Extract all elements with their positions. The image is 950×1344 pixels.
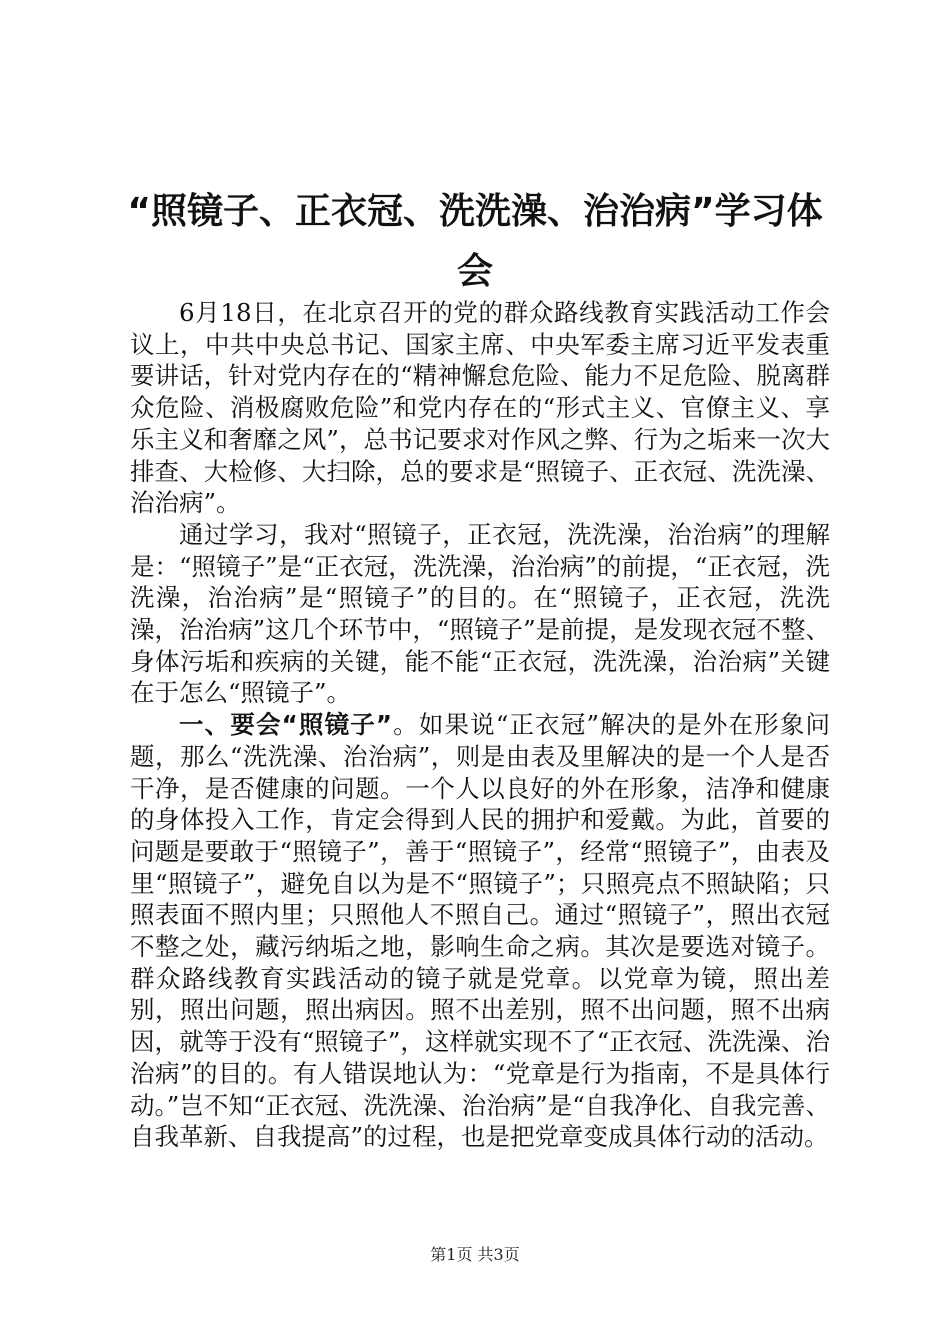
paragraph-3-text: 。如果说“正衣冠”解决的是外在形象问题，那么“洗洗澡、治治病”，则是由表及里解决的是一个人是否干净，是否健康的问题。一个人以良好的外在形象，洁净和健康的身体投入工作，肯定会得到人民的拥护和爱戴。为此，首要的问题是要敢于“照镜子”，善于“照镜子”，经常“照镜子”，由表及里“照镜子”，避免自以为是不“照镜子”；只照亮点不照缺陷；只照表面不照内里；只照他人不照自己。通过“照镜子”，照出衣冠不整之处，藏污纳垢之地，影响生命之病。其次是要选对镜子。群众路线教育实践活动的镜子就是党章。以党章为镜，照出差别，照出问题，照出病因。照不出差别，照不出问题，照不出病因，就等于没有“照镜子”，这样就实现不了“正衣冠、洗洗澡、治治病”的目的。有人错误地认为：“党章是行为指南，不是具体行动。”岂不知“正衣冠、洗洗澡、治治病”是“自我净化、自我完善、自我革新、自我提高”的过程，也是把党章变成具体行动的活动。 <box>130 710 830 1152</box>
paragraph-1-text: 6月18日，在北京召开的党的群众路线教育实践活动工作会议上，中共中央总书记、国家主席、中央军委主席习近平发表重要讲话，针对党内存在的“精神懈怠危险、能力不足危险、脱离群众危险、消极腐败危险”和党内存在的“形式主义、官僚主义、享乐主义和奢靡之风”，总书记要求对作风之弊、行为之垢来一次大排查、大检修、大扫除，总的要求是“照镜子、正衣冠、洗洗澡、治治病”。 <box>130 298 830 518</box>
paragraph-1 <box>130 297 830 519</box>
document-body <box>130 297 830 1153</box>
page-footer: 第1页 共3页 <box>430 1245 520 1264</box>
paragraph-2-text: 通过学习，我对“照镜子，正衣冠，洗洗澡，治治病”的理解是：“照镜子”是“正衣冠，洗洗澡，治治病”的前提，“正衣冠，洗洗澡，治治病”是“照镜子”的目的。在“照镜子，正衣冠，洗洗澡，治治病”这几个环节中，“照镜子”是前提，是发现衣冠不整、身体污垢和疾病的关键，能不能“正衣冠，洗洗澡，治治病”关键在于怎么“照镜子”。 <box>130 519 830 708</box>
paragraph-3 <box>130 709 830 1153</box>
document-title: “照镜子、正衣冠、洗洗澡、治治病”学习体会 <box>127 191 823 292</box>
section-heading-1: 一、要会“照镜子” <box>179 710 393 740</box>
paragraph-2 <box>130 519 830 709</box>
